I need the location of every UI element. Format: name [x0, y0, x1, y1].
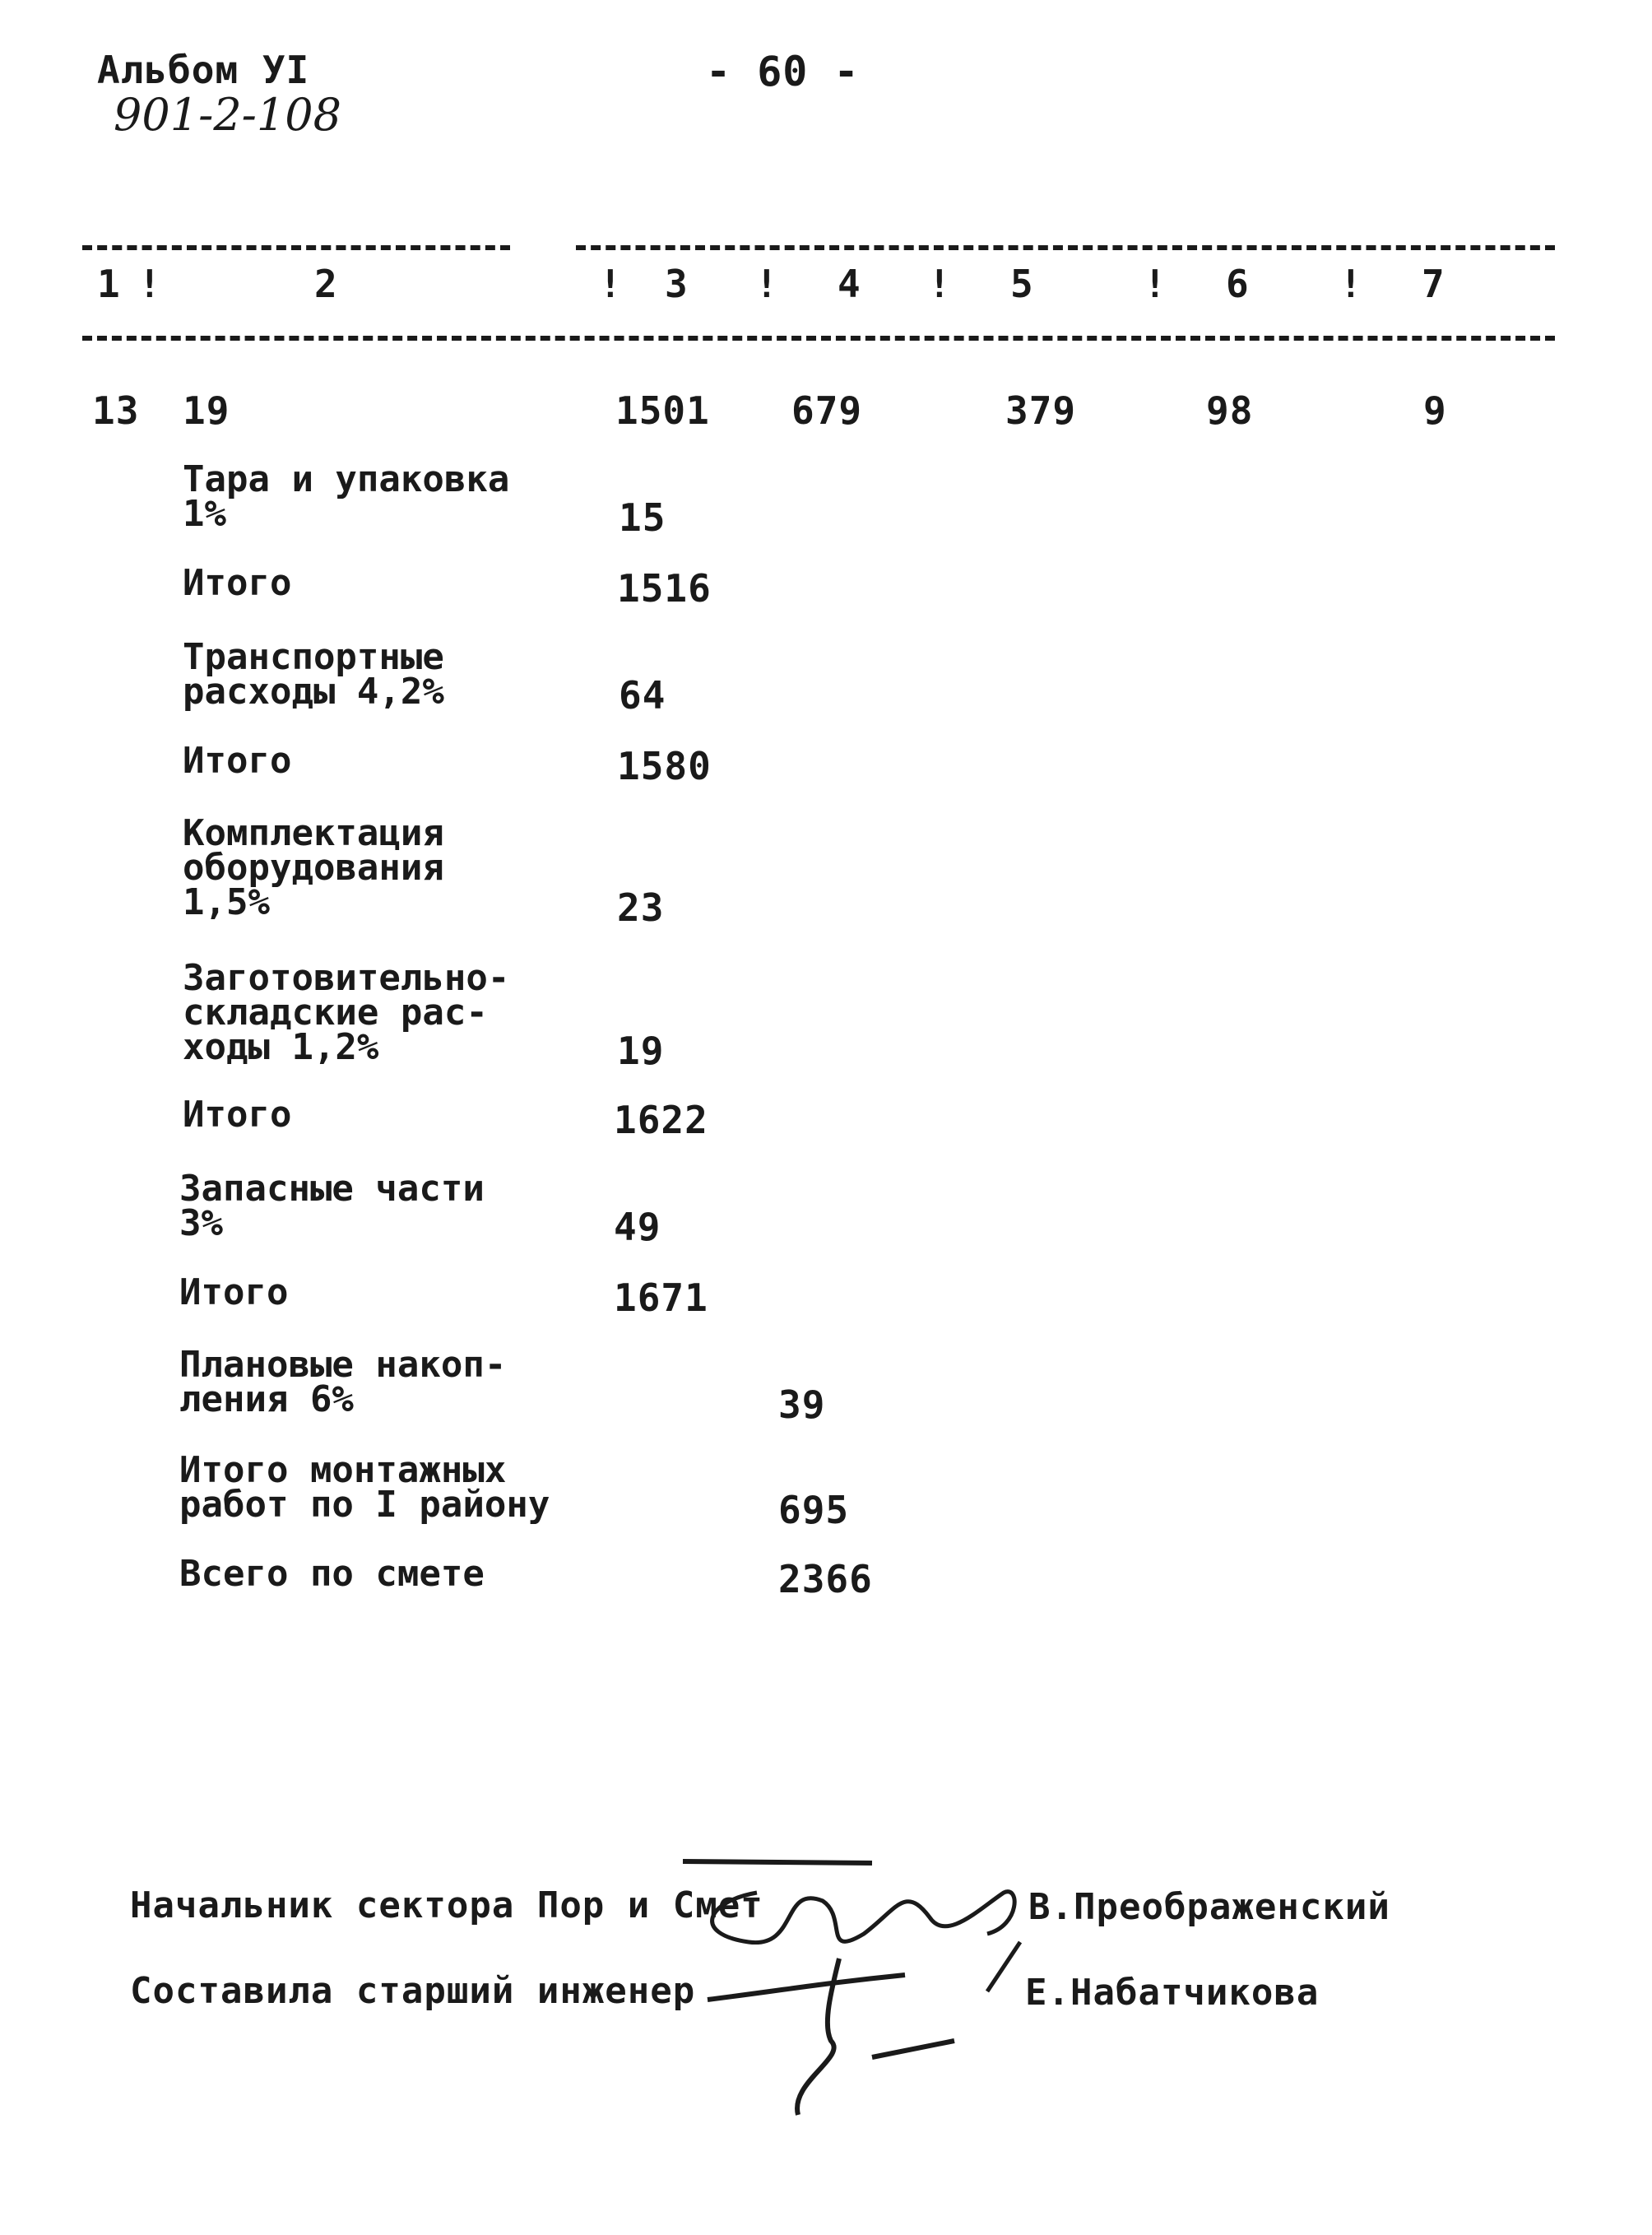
col-separator: ! — [928, 262, 951, 306]
row-label-subtotal: Итого — [179, 1271, 289, 1313]
row-value-subtotal: 1516 — [617, 566, 712, 611]
album-number: 901-2-108 — [114, 89, 341, 141]
signature-role-engineer: Составила старший инженер — [130, 1970, 696, 2012]
row-label-subtotal: Итого — [183, 740, 292, 782]
col-header-4: 4 — [838, 262, 861, 306]
row-label-subtotal: Итого — [183, 1094, 292, 1136]
row-label-planned-savings: Плановые накоп- ления 6% — [179, 1344, 507, 1420]
cell-col7: 9 — [1423, 388, 1447, 433]
row-label-subtotal: Итого — [183, 562, 292, 604]
row-value-planned-savings: 39 — [778, 1382, 826, 1427]
row-value-subtotal: 1671 — [614, 1275, 708, 1320]
row-label-packaging: Тара и упаковка 1% — [183, 458, 510, 535]
cell-col4: 679 — [791, 388, 863, 433]
row-label-equipment-kit: Комплектация оборудования 1,5% — [183, 812, 444, 923]
row-value-installation-total: 695 — [778, 1488, 850, 1532]
table-top-rule-right — [576, 245, 1555, 250]
row-value-equipment-kit: 23 — [617, 885, 665, 930]
row-label-spare-parts: Запасные части 3% — [179, 1168, 485, 1244]
col-separator: ! — [755, 262, 778, 306]
col-separator: ! — [138, 262, 161, 306]
col-separator: ! — [1339, 262, 1362, 306]
col-header-6: 6 — [1226, 262, 1250, 306]
row-value-procurement: 19 — [617, 1029, 665, 1073]
signature-role-head: Начальник сектора Пор и Смет — [130, 1884, 763, 1926]
cell-col6: 98 — [1206, 388, 1254, 433]
row-value-subtotal: 1580 — [617, 744, 712, 788]
row-value-transport: 64 — [619, 673, 666, 718]
album-label: Альбом УI — [97, 48, 310, 92]
table-top-rule-left — [82, 245, 510, 250]
cell-position: 13 — [92, 388, 140, 433]
signature-name-head: В.Преображенский — [1028, 1886, 1390, 1928]
col-header-5: 5 — [1010, 262, 1034, 306]
row-label-procurement: Заготовительно- складские рас- ходы 1,2% — [183, 957, 510, 1068]
col-header-1: 1 — [97, 262, 121, 306]
row-value-packaging: 15 — [619, 495, 666, 540]
cell-col5: 379 — [1005, 388, 1077, 433]
row-label-transport: Транспортные расходы 4,2% — [183, 636, 444, 713]
handwritten-signature — [658, 1835, 1053, 2131]
row-value-spare-parts: 49 — [614, 1205, 661, 1249]
table-header-bottom-rule — [82, 336, 1555, 341]
row-value-grand-total: 2366 — [778, 1557, 873, 1601]
page-number: - 60 - — [706, 48, 860, 95]
cell-col3: 1501 — [615, 388, 710, 433]
row-value-subtotal: 1622 — [614, 1098, 708, 1142]
col-header-3: 3 — [665, 262, 689, 306]
signature-name-engineer: Е.Набатчикова — [1025, 1972, 1320, 2014]
row-label-installation-total: Итого монтажных работ по I району — [179, 1449, 550, 1526]
col-header-2: 2 — [314, 262, 338, 306]
col-separator: ! — [1144, 262, 1167, 306]
cell-code: 19 — [183, 388, 230, 433]
row-label-grand-total: Всего по смете — [179, 1553, 485, 1595]
col-header-7: 7 — [1422, 262, 1446, 306]
col-separator: ! — [599, 262, 622, 306]
